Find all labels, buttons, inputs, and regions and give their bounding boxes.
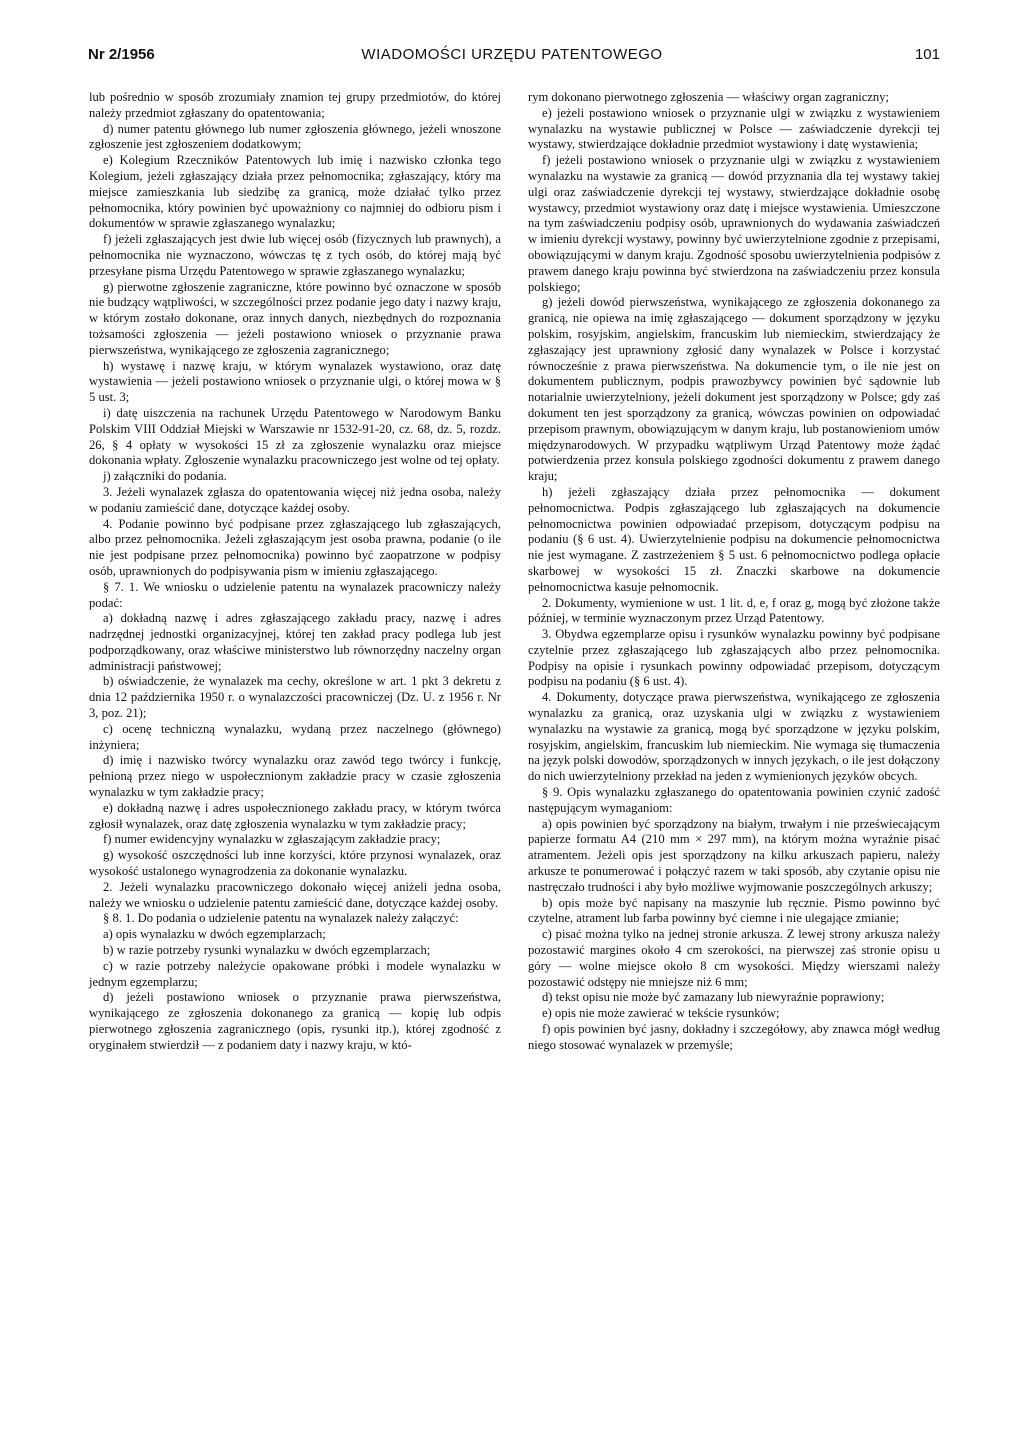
paragraph: e) opis nie może zawierać w tekście rysunków; (542, 1006, 780, 1021)
paragraph: 4. Dokumenty, dotyczące prawa pierwszeństwa, wynikającego ze zgłoszenia wynalazku za granicą, oraz uzyskania ulgi w związku z wystawieniem wynalazku na wystawie za granicą, mogą być sporządzone w języku polskim, rosyjskim, angielskim, francuskim lub niemieckim. Nie wymaga się tłumaczenia na język polski dowodów, sporządzonych w innych językach, o ile jest dołączony do nich uwierzytelniony przekład na jeden z wymienionych języków obcych. (528, 690, 940, 784)
paragraph: e) Kolegium Rzeczników Patentowych lub imię i nazwisko członka tego Kolegium, jeżeli zgłaszający działa przez pełnomocnika; zgłaszający, który ma miejsce zamieszkania lub siedzibę za granicą, może działać tylko przez pełnomocnika, który powinien być upoważniony co najmniej do odbioru pism i dokumentów w sprawie zgłaszanego wynalazku; (89, 153, 501, 231)
paragraph: h) wystawę i nazwę kraju, w którym wynalazek wystawiono, oraz datę wystawienia — jeżeli postawiono wniosek o przyznanie ulgi, o której mowa w § 5 ust. 3; (89, 358, 501, 405)
paragraph: c) pisać można tylko na jednej stronie arkusza. Z lewej strony arkusza należy pozostawić margines około 4 cm szerokości, na pierwszej zaś stronie opisu u góry — wolne miejsce około 8 cm wysokości. Między wierszami należy pozostawić odstępy nie mniejsze niż 6 mm; (528, 927, 940, 989)
paragraph: b) oświadczenie, że wynalazek ma cechy, określone w art. 1 pkt 3 dekretu z dnia 12 października 1950 r. o wynalazczości pracowniczej (Dz. U. z 1956 r. Nr 3, poz. 21); (89, 674, 501, 721)
paragraph: d) tekst opisu nie może być zamazany lub niewyraźnie poprawiony; (542, 990, 885, 1005)
paragraph: § 9. Opis wynalazku zgłaszanego do opatentowania powinien czynić zadość następującym wymaganiom: (528, 785, 940, 815)
paragraph: e) dokładną nazwę i adres uspołecznionego zakładu pracy, w którym twórca zgłosił wynalazek, oraz datę zgłoszenia wynalazku w tym zakładzie pracy; (89, 800, 501, 831)
paragraph: 3. Jeżeli wynalazek zgłasza do opatentowania więcej niż jedna osoba, należy w podaniu zamieścić dane, dotyczące każdej osoby. (89, 484, 501, 515)
paragraph: a) opis wynalazku w dwóch egzemplarzach; (103, 927, 326, 942)
page-header (84, 44, 940, 68)
paragraph: c) w razie potrzeby należycie opakowane próbki i modele wynalazku w jednym egzemplarzu; (89, 958, 501, 989)
paragraph: § 8. 1. Do podania o udzielenie patentu na wynalazek należy załączyć: (103, 911, 459, 926)
paragraph: rym dokonano pierwotnego zgłoszenia — właściwy organ zagraniczny; (528, 90, 890, 104)
paragraph: b) w razie potrzeby rysunki wynalazku w dwóch egzemplarzach; (103, 943, 431, 958)
paragraph: a) dokładną nazwę i adres zgłaszającego zakładu pracy, nazwę i adres nadrzędnej jednostki organizacyjnej, której ten zakład pracy podlega lub jest podporządkowany, oraz właściwe ministerstwo lub równorzędny naczelny organ administracji państwowej; (89, 611, 501, 673)
page-number: 101 (914, 46, 940, 63)
paragraph: g) jeżeli dowód pierwszeństwa, wynikającego ze zgłoszenia dokonanego za granicą, nie opiewa na imię zgłaszającego — dokument sporządzony w języku polskim, rosyjskim, angielskim, francuskim lub niemieckim, stwierdzający że zgłaszający jest uprawniony zgłosić dany wynalazek w Polsce i korzystać równocześnie z prawa pierwszeństwa. Na dokumencie tym, o ile nie jest on dokumentem publicznym, podpis prawozbywcy powinien być sądownie lub notarialnie uwierzytelniony, jeżeli dokument jest sporządzony w Polsce; gdy zaś dokument ten jest sporządzony za granicą, wówczas powinien on odpowiadać przepisom prawnym, obowiązującym w danym kraju, lub postanowieniom umów międzynarodowych. W przypadku wątpliwym Urząd Patentowy może żądać potwierdzenia przez konsula polskiego zgodności dokumentu z prawem danego kraju; (528, 295, 940, 484)
paragraph: d) jeżeli postawiono wniosek o przyznanie prawa pierwszeństwa, wynikającego ze zgłoszenia dokonanego za granicą — kopię lub odpis pierwotnego zgłoszenia zagranicznego (opis, rysunki itp.), której zgodność z oryginałem stwierdził — z podaniem daty i nazwy kraju, w któ- (89, 990, 501, 1052)
paragraph: d) numer patentu głównego lub numer zgłoszenia głównego, jeżeli wnoszone zgłoszenie jest zgłoszeniem dodatkowym; (89, 121, 501, 152)
journal-title: WIADOMOŚCI URZĘDU PATENTOWEGO (361, 46, 663, 63)
paragraph: lub pośrednio w sposób zrozumiały znamion tej grupy przedmiotów, do której należy przedmiot zgłaszany do opatentowania; (89, 90, 501, 120)
paragraph: e) jeżeli postawiono wniosek o przyznanie ulgi w związku z wystawieniem wynalazku na wystawie publicznej w Polsce — zaświadczenie dyrekcji tej wystawy, stwierdzające dokładnie przedmiot wystawiony i datę wystawienia; (528, 105, 940, 152)
paragraph: g) pierwotne zgłoszenie zagraniczne, które powinno być oznaczone w sposób nie budzący wątpliwości, w szczególności przez podanie jego daty i nazwy kraju, w którym zostało dokonane, oraz innych danych, niezbędnych do rozpoznania tożsamości zgłoszenia — jeżeli postawiono wniosek o przyznanie prawa pierwszeństwa, wynikającego ze zgłoszenia zagranicznego; (89, 279, 501, 357)
paragraph: j) załączniki do podania. (103, 469, 227, 484)
paragraph: f) opis powinien być jasny, dokładny i szczegółowy, aby znawca mógł według niego stosować wynalazek w przemyśle; (528, 1022, 940, 1052)
left-column (89, 90, 501, 1054)
paragraph: h) jeżeli zgłaszający działa przez pełnomocnika — dokument pełnomocnictwa. Podpis zgłaszającego lub zgłaszających na dokumencie pełnomocnictwa powinien odpowiadać przepisom, dotyczącym podpisu na podaniu (§ 6 ust. 4). Uwierzytelnienie podpisu na dokumencie pełnomocnictwa nie jest wymagane. Z zastrzeżeniem § 5 ust. 6 pełnomocnictwo podlega opłacie skarbowej w wysokości 15 zł. Znaczki skarbowe na dokumencie pełnomocnictwa kasuje pełnomocnik. (528, 484, 940, 594)
paragraph: f) numer ewidencyjny wynalazku w zgłaszającym zakładzie pracy; (103, 832, 441, 847)
paragraph: § 7. 1. We wniosku o udzielenie patentu na wynalazek pracowniczy należy podać: (89, 579, 501, 610)
paragraph: b) opis może być napisany na maszynie lub ręcznie. Pismo powinno być czytelne, atrament lub farba powinny być ciemne i nie ulegające zmianie; (528, 895, 940, 926)
issue-number: Nr 2/1956 (88, 46, 155, 63)
paragraph: c) ocenę techniczną wynalazku, wydaną przez naczelnego (głównego) inżyniera; (89, 721, 501, 752)
paragraph: d) imię i nazwisko twórcy wynalazku oraz zawód tego twórcy i funkcję, pełnioną przez niego w uspołecznionym zakładzie pracy w czasie zgłoszenia wynalazku w tym zakładzie pracy; (89, 753, 501, 800)
paragraph: g) wysokość oszczędności lub inne korzyści, które przynosi wynalazek, oraz wysokość ustalonego wynagrodzenia za dokonanie wynalazku. (89, 848, 501, 879)
paragraph: f) jeżeli zgłaszających jest dwie lub więcej osób (fizycznych lub prawnych), a pełnomocnika nie wyznaczono, wówczas tę z tych osób, do której mają być przesyłane pisma Urzędu Patentowego w sprawie zgłaszanego wynalazku; (89, 232, 501, 278)
paragraph: 2. Jeżeli wynalazku pracowniczego dokonało więcej aniżeli jedna osoba, należy we wniosku o udzielenie patentu zamieścić dane, dotyczące każdej osoby. (89, 879, 501, 910)
paragraph: a) opis powinien być sporządzony na białym, trwałym i nie przeświecającym papierze formatu A4 (210 mm × 297 mm), na którym można wyraźnie pisać atramentem. Jeżeli opis jest sporządzony na kilku arkuszach papieru, należy arkusze te ponumerować i połączyć razem w taki sposób, aby czytanie opisu nie nastręczało trudności i aby było możliwe wyjmowanie poszczególnych arkuszy; (528, 816, 940, 894)
right-column (528, 90, 940, 1054)
paragraph: i) datę uiszczenia na rachunek Urzędu Patentowego w Narodowym Banku Polskim VIII Oddział Miejski w Warszawie nr 1532-91-20, cz. 68, dz. 5, rozdz. 26, § 4 opłaty w wysokości 15 zł za zgłoszenie wynalazku oraz miejsce dokonania wpłaty. Zgłoszenie wynalazku pracowniczego jest wolne od tej opłaty. (89, 405, 501, 468)
paragraph: f) jeżeli postawiono wniosek o przyznanie ulgi w związku z wystawieniem wynalazku na wystawie za granicą — dowód przyznania dla tej wystawy takiej ulgi oraz zaświadczenie dyrekcji tej wystawy, stwierdzające dokładnie osobę wystawcy, przedmiot wystawiony oraz datę i miejsce wystawienia. Umieszczone na tym zaświadczeniu podpisy osób, uprawnionych do wydawania zaświadczeń w imieniu dyrekcji wystawy, powinny być uwierzytelnione zgodnie z przepisami, obowiązującymi w danym kraju. Zgodność sposobu uwierzytelnienia podpisów z prawem danego kraju powinna być stwierdzona na zaświadczeniu przez konsula polskiego; (528, 153, 940, 294)
paragraph: 2. Dokumenty, wymienione w ust. 1 lit. d, e, f oraz g, mogą być złożone także później, w terminie wyznaczonym przez Urząd Patentowy. (528, 595, 940, 626)
paragraph: 4. Podanie powinno być podpisane przez zgłaszającego lub zgłaszających, albo przez pełnomocnika. Jeżeli zgłaszającym jest osoba prawna, podanie (o ile nie jest podpisane przez pełnomocnika) powinno być zaopatrzone w podpisy osób, uprawnionych do podpisywania pism w imieniu zgłaszającego. (89, 516, 501, 578)
paragraph: 3. Obydwa egzemplarze opisu i rysunków wynalazku powinny być podpisane czytelnie przez zgłaszającego lub zgłaszających albo przez pełnomocnika. Podpisy na opisie i rysunkach powinny odpowiadać przepisom, dotyczącym podpisu na podaniu (§ 6 ust. 4). (528, 627, 940, 689)
